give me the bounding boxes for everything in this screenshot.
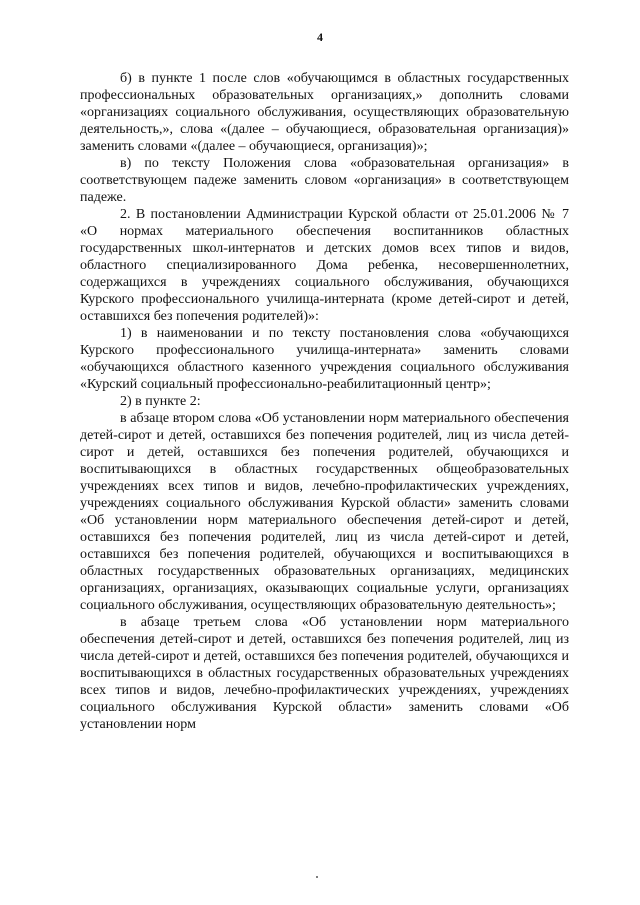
- scan-speck: [316, 876, 318, 878]
- paragraph-subitem-2: 2) в пункте 2:: [120, 394, 201, 409]
- document-body: [80, 70, 569, 733]
- paragraph-section-2: 2. В постановлении Администрации Курской области от 25.01.2006 № 7 «О нормах материального обеспечения воспитанников областных государственных школ-интернатов и детских домов всех типов и видов, областного специализированного Дома ребенка, несовершеннолетних, содержащихся в учреждениях социального обслуживания, обучающихся Курского профессионального училища-интерната (кроме детей-сирот и детей, оставшихся без попечения родителей)»:: [80, 207, 569, 324]
- paragraph-second-abzac: в абзаце втором слова «Об установлении норм материального обеспечения детей-сирот и детей, оставшихся без попечения родителей, лиц из числа детей-сирот и детей, оставшихся без попечения родителей, обучающихся и воспитывающихся в областных государственных общеобразовательных учреждениях всех типов и видов, лечебно-профилактических учреждениях, учреждениях социального обслуживания Курской области» заменить словами «Об установлении норм материального обеспечения детей-сирот и детей, оставшихся без попечения родителей, лиц из числа детей-сирот и детей, оставшихся без попечения родителей, обучающихся и воспитывающихся в областных государственных образовательных организациях, медицинских организациях, организациях, оказывающих социальные услуги, организациях социального обслуживания, осуществляющих образовательную деятельность»;: [80, 411, 569, 613]
- paragraph-third-abzac: в абзаце третьем слова «Об установлении норм материального обеспечения детей-сирот и детей, оставшихся без попечения родителей, лиц из числа детей-сирот и детей, оставшихся без попечения родителей, обучающихся и воспитывающихся в областных государственных образовательных учреждениях всех типов и видов, лечебно-профилактических учреждениях, учреждениях социального обслуживания Курской области» заменить словами «Об установлении норм: [80, 615, 569, 732]
- page-number: 4: [317, 30, 323, 44]
- paragraph-subitem-1: 1) в наименовании и по тексту постановления слова «обучающихся Курского профессионального училища-интерната» заменить словами «обучающихся областного казенного учреждения социального обслуживания «Курский социальный профессионально-реабилитационный центр»;: [80, 326, 569, 392]
- paragraph-item-v: в) по тексту Положения слова «образовательная организация» в соответствующем падеже заменить словом «организация» в соответствующем падеже.: [80, 156, 569, 205]
- paragraph-item-b: б) в пункте 1 после слов «обучающимся в областных государственных профессиональных образовательных организациях,» дополнить словами «организациях социального обслуживания, осуществляющих образовательную деятельность,», слова «(далее – обучающиеся, образовательная организация)» заменить словами «(далее – обучающиеся, организация)»;: [80, 71, 569, 154]
